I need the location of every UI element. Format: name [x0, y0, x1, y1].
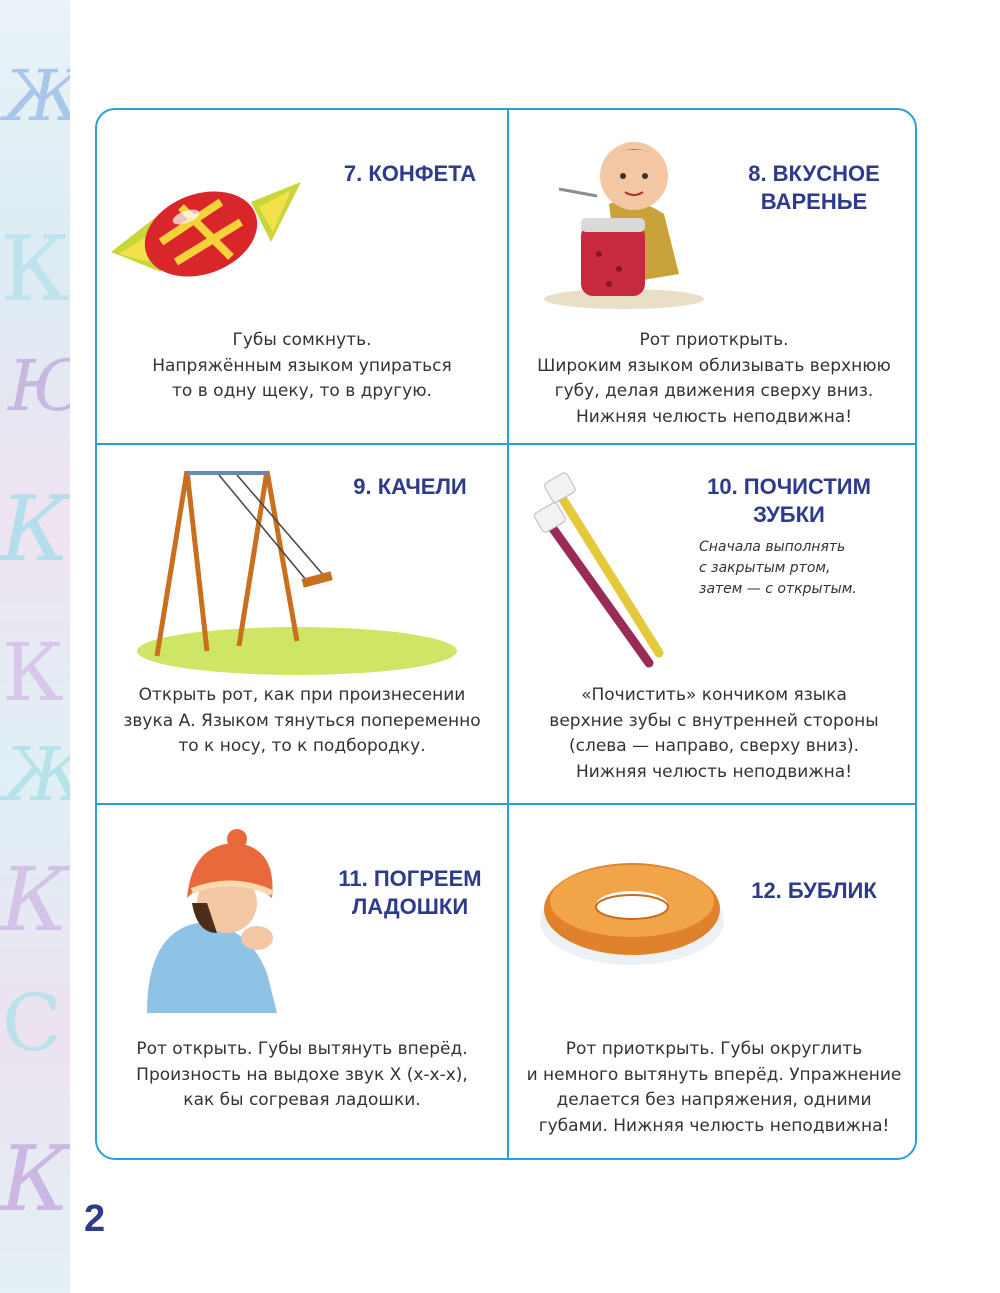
decorative-letter-strip [0, 0, 92, 1293]
exercise-grid [95, 108, 917, 1160]
card-title: 12. БУБЛИК [751, 878, 877, 903]
svg-text:К: К [0, 1127, 70, 1232]
bagel-icon [537, 851, 727, 971]
card-description: «Почистить» кончиком языка верхние зубы с внутренней стороны (слева — направо, сверху вниз). Нижняя челюсть неподвижна! [549, 685, 879, 782]
card-note: Сначала выполнять с закрытым ртом, затем — с открытым. [699, 539, 857, 597]
page-number: 2 [84, 1198, 106, 1240]
exercise-card-swing [97, 445, 507, 803]
svg-text:К: К [0, 217, 70, 322]
exercise-card-warm-hands [97, 805, 507, 1160]
card-description: Рот приоткрыть. Широким языком облизывать верхнюю губу, делая движения сверху вниз. Нижняя челюсть неподвижна! [537, 330, 891, 427]
exercise-card-candy [97, 110, 507, 443]
child-with-jam-icon [549, 134, 699, 314]
exercise-card-bagel [509, 805, 917, 1160]
svg-text:К: К [0, 848, 69, 951]
card-description: Губы сомкнуть. Напряжённым языком упираться то в одну щеку, то в другую. [152, 330, 452, 401]
svg-text:Ю: Ю [8, 345, 92, 427]
candy-icon [101, 162, 311, 282]
exercise-card-jam [509, 110, 917, 443]
card-description: Открыть рот, как при произнесении звука А. Языком тянуться попеременно то к носу, то к подбородку. [123, 685, 481, 756]
card-title: 10. ПОЧИСТИМ ЗУБКИ [707, 474, 871, 527]
card-title: 8. ВКУСНОЕ ВАРЕНЬЕ [748, 161, 880, 214]
letters-decoration [0, 0, 92, 1293]
exercise-card-toothbrush [509, 445, 917, 803]
svg-text:К: К [0, 477, 70, 582]
toothbrush-icon [529, 473, 669, 663]
svg-text:С: С [2, 979, 62, 1069]
svg-text:К: К [2, 626, 64, 719]
card-title: 9. КАЧЕЛИ [353, 474, 467, 499]
child-warming-hands-icon [137, 823, 287, 1013]
card-description: Рот открыть. Губы вытянуть вперёд. Произность на выдохе звук Х (х-х-х), как бы согревая ладошки. [136, 1039, 468, 1110]
svg-text:Ж: Ж [4, 55, 83, 137]
card-description: Рот приоткрыть. Губы округлить и немного вытянуть вперёд. Упражнение делается без напряжения, одними губами. Нижняя челюсть неподвижна! [526, 1039, 902, 1136]
svg-text:Ж: Ж [4, 732, 88, 818]
card-title: 7. КОНФЕТА [343, 161, 477, 186]
card-title: 11. ПОГРЕЕМ ЛАДОШКИ [338, 866, 482, 919]
